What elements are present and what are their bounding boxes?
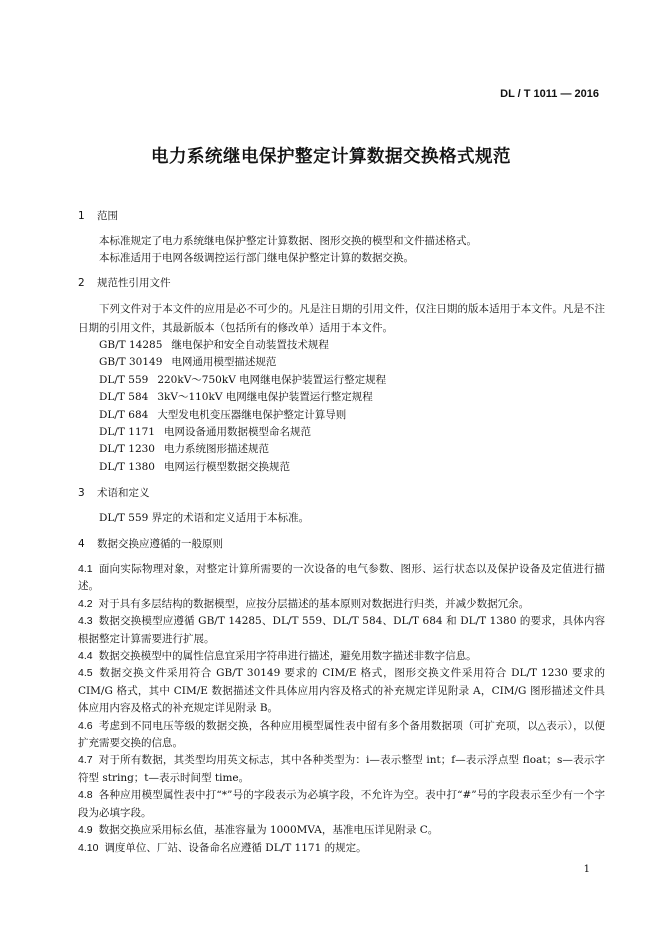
reference-code: DL/T 559: [99, 373, 149, 386]
clause-text: 数据交换文件采用符合 GB/T 30149 要求的 CIM/E 格式，图形交换文件采用符合 DL/T 1230 要求的 CIM/G 格式，其中 CIM/E 数据描述文件具体应用内容及格式的补充规定详见附录 A，CIM/G 图形描述文件具体应用内容及格式的补充规定详见附录 B。: [78, 667, 605, 715]
reference-title: 电网设备通用数据模型命名规范: [164, 426, 311, 439]
clause-number: 4.2: [78, 597, 93, 610]
clause: [78, 596, 605, 613]
section-heading: [78, 208, 605, 224]
clause-text: 面向实际物理对象，对整定计算所需要的一次设备的电气参数、图形、运行状态以及保护设备及定值进行描述。: [78, 563, 605, 593]
clause: [78, 561, 605, 596]
clause: [78, 718, 605, 753]
clause: [78, 665, 605, 717]
section-general-principles: [78, 536, 605, 857]
clause: [78, 648, 605, 665]
section-number: 3: [78, 487, 85, 499]
clause-text: 对于所有数据，其类型均用英文标志，其中各种类型为：i—表示整型 int；f—表示浮点型 float；s—表示字符型 string；t—表示时间型 time。: [78, 754, 605, 784]
section-heading: [78, 275, 605, 291]
reference-code: DL/T 1171: [99, 426, 155, 439]
page-title: 电力系统继电保护整定计算数据交换格式规范: [151, 147, 511, 167]
clause-number: 4.5: [78, 667, 93, 680]
clause-number: 4.4: [78, 650, 93, 663]
page-number: 1: [583, 864, 590, 875]
reference-title: 220kV～750kV 电网继电保护装置运行整定规程: [157, 373, 387, 386]
clause-text: 数据交换应采用标幺值，基准容量为 1000MVA，基准电压详见附录 C。: [98, 824, 439, 837]
clause: [78, 613, 605, 648]
reference-title: 大型发电机变压器继电保护整定计算导则: [157, 408, 347, 421]
paragraph: 本标准适用于电网各级调控运行部门继电保护整定计算的数据交换。: [99, 252, 414, 264]
clause: [78, 752, 605, 787]
clause: [78, 787, 605, 822]
reference-title: 电网通用模型描述规范: [171, 356, 277, 369]
section-title: 术语和定义: [97, 487, 150, 499]
clause-number: 4.7: [78, 754, 93, 767]
clause-text: 考虑到不同电压等级的数据交换，各种应用模型属性表中留有多个备用数据项（可扩充项，以△表示），以便扩充需要交换的信息。: [78, 719, 605, 750]
list-item: [78, 354, 605, 371]
section-terms-definitions: [78, 485, 605, 527]
reference-title: 继电保护和安全自动装置技术规程: [171, 339, 329, 351]
reference-code: DL/T 584: [99, 391, 149, 404]
clause-text: 调度单位、厂站、设备命名应遵循 DL/T 1171 的规定。: [104, 841, 367, 854]
clause-text: 数据交换模型应遵循 GB/T 14285、DL/T 559、DL/T 584、DL/T 684 和 DL/T 1380 的要求，具体内容根据整定计算需要进行扩展。: [78, 615, 605, 645]
reference-code: DL/T 1230: [99, 443, 155, 456]
reference-title: 3kV～110kV 电网继电保护装置运行整定规程: [157, 391, 373, 404]
list-item: [78, 372, 605, 389]
reference-title: 电网运行模型数据交换规范: [164, 460, 290, 473]
section-normative-references: [78, 275, 605, 476]
list-item: [78, 337, 605, 354]
section-number: 2: [78, 277, 85, 289]
reference-code: GB/T 14285: [99, 339, 163, 351]
clause-number: 4.3: [78, 615, 93, 628]
clause-number: 4.10: [78, 841, 99, 854]
paragraph: DL/T 559 界定的术语和定义适用于本标准。: [99, 512, 310, 524]
clause-number: 4.1: [78, 563, 93, 575]
paragraph: 本标准规定了电力系统继电保护整定计算数据、图形交换的模型和文件描述格式。: [99, 235, 477, 247]
list-item: [78, 424, 605, 441]
section-number: 1: [78, 210, 85, 222]
reference-code: DL/T 684: [99, 408, 149, 421]
reference-code: GB/T 30149: [99, 356, 163, 369]
section-title: 规范性引用文件: [97, 277, 171, 289]
list-item: [78, 407, 605, 424]
section-title: 范围: [97, 210, 118, 222]
clause: [78, 840, 605, 857]
paragraph: 下列文件对于本文件的应用是必不可少的。凡是注日期的引用文件，仅注日期的版本适用于本文件。凡是不注日期的引用文件，其最新版本（包括所有的修改单）适用于本文件。: [78, 303, 605, 334]
section-heading: [78, 536, 605, 552]
clause-text: 各种应用模型属性表中打“*”号的字段表示为必填字段，不允许为空。表中打“#”号的字段表示至少有一个字段为必填字段。: [78, 789, 605, 819]
list-item: [78, 459, 605, 476]
reference-code: DL/T 1380: [99, 460, 155, 473]
section-heading: [78, 485, 605, 501]
clause-number: 4.8: [78, 789, 93, 802]
standard-code: DL / T 1011 — 2016: [500, 88, 599, 100]
reference-list: [78, 337, 605, 476]
section-title: 数据交换应遵循的一般原则: [97, 538, 223, 550]
clause-number: 4.9: [78, 824, 93, 837]
section-number: 4: [78, 538, 85, 550]
reference-title: 电力系统图形描述规范: [164, 443, 269, 456]
clause-list: [78, 561, 605, 857]
section-scope: [78, 208, 605, 267]
list-item: [78, 389, 605, 406]
list-item: [78, 441, 605, 458]
clause-text: 对于具有多层结构的数据模型，应按分层描述的基本原则对数据进行归类，并减少数据冗余。: [98, 597, 530, 610]
clause: [78, 822, 605, 839]
clause-text: 数据交换模型中的属性信息宜采用字符串进行描述，避免用数字描述非数字信息。: [98, 650, 477, 663]
clause-number: 4.6: [78, 719, 93, 732]
